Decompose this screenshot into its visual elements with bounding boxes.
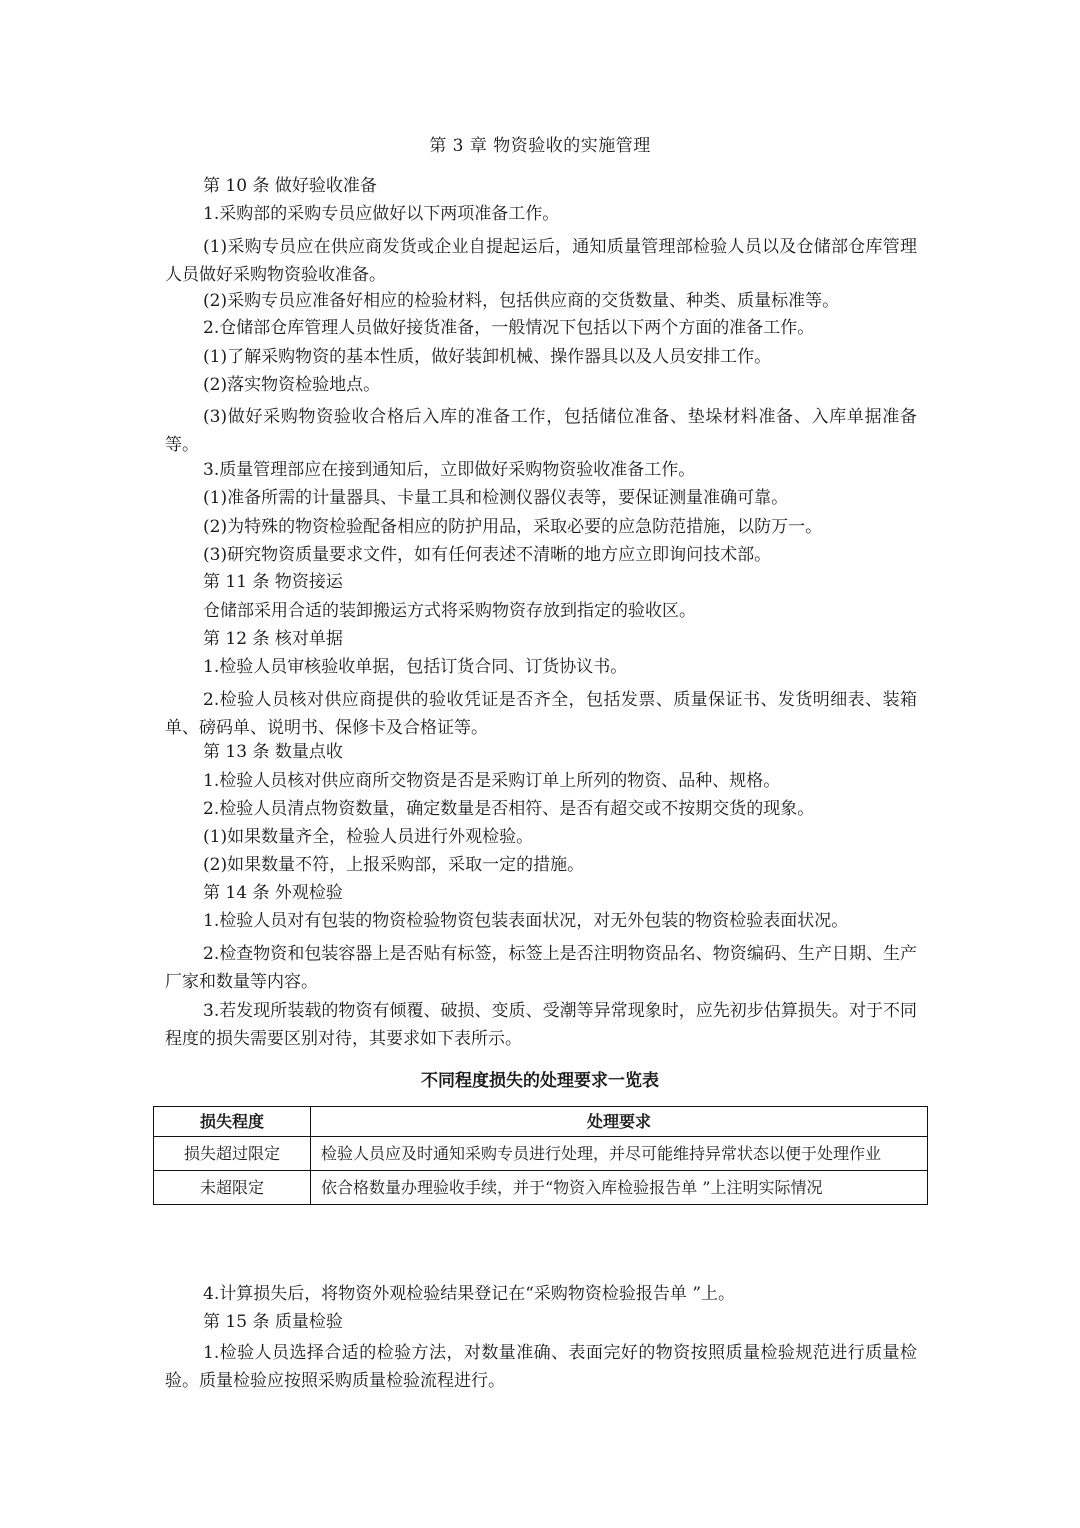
paragraph: (1)了解采购物资的基本性质，做好装卸机械、操作器具以及人员安排工作。 xyxy=(203,347,772,367)
chapter-title: 第 3 章 物资验收的实施管理 xyxy=(429,136,651,156)
paragraph: (1)准备所需的计量器具、卡量工具和检测仪器仪表等，要保证测量准确可靠。 xyxy=(203,488,789,508)
paragraph: (2)采购专员应准备好相应的检验材料，包括供应商的交货数量、种类、质量标准等。 xyxy=(203,291,840,311)
paragraph: 仓储部采用合适的装卸搬运方式将采购物资存放到指定的验收区。 xyxy=(203,601,696,621)
table-header-row xyxy=(154,1107,928,1137)
paragraph: 1.检验人员选择合适的检验方法，对数量准确、表面完好的物资按照质量检验规范进行质量检验。质量检验应按照采购质量检验流程进行。 xyxy=(165,1343,917,1391)
column-header: 损失程度 xyxy=(154,1107,311,1137)
paragraph: 3.若发现所装载的物资有倾覆、破损、变质、受潮等异常现象时，应先初步估算损失。对于不同程度的损失需要区别对待，其要求如下表所示。 xyxy=(165,1001,917,1049)
paragraph: 1.检验人员审核验收单据，包括订货合同、订货协议书。 xyxy=(203,657,628,677)
article-heading: 第 12 条 核对单据 xyxy=(203,629,343,649)
table-cell: 依合格数量办理验收手续，并于“物资入库检验报告单 ”上注明实际情况 xyxy=(311,1171,928,1205)
table-cell: 未超限定 xyxy=(154,1171,311,1205)
paragraph: 2.检查物资和包装容器上是否贴有标签，标签上是否注明物资品名、物资编码、生产日期、生产厂家和数量等内容。 xyxy=(165,944,917,992)
paragraph: 1.采购部的采购专员应做好以下两项准备工作。 xyxy=(203,204,560,224)
table-title: 不同程度损失的处理要求一览表 xyxy=(421,1071,659,1091)
loss-handling-table xyxy=(153,1106,928,1205)
table-row xyxy=(154,1137,928,1171)
paragraph: 1.检验人员核对供应商所交物资是否是采购订单上所列的物资、品种、规格。 xyxy=(203,771,781,791)
paragraph: (1)如果数量齐全，检验人员进行外观检验。 xyxy=(203,827,534,847)
table-cell: 损失超过限定 xyxy=(154,1137,311,1171)
article-heading: 第 13 条 数量点收 xyxy=(203,742,343,762)
paragraph: (2)如果数量不符，上报采购部，采取一定的措施。 xyxy=(203,855,585,875)
paragraph: (2)为特殊的物资检验配备相应的防护用品，采取必要的应急防范措施，以防万一。 xyxy=(203,517,823,537)
paragraph: 2.检验人员清点物资数量，确定数量是否相符、是否有超交或不按期交货的现象。 xyxy=(203,799,815,819)
paragraph: (2)落实物资检验地点。 xyxy=(203,375,381,395)
paragraph: 4.计算损失后，将物资外观检验结果登记在“采购物资检验报告单 ”上。 xyxy=(203,1284,736,1304)
paragraph: 1.检验人员对有包装的物资检验物资包装表面状况，对无外包装的物资检验表面状况。 xyxy=(203,911,849,931)
table-row xyxy=(154,1171,928,1205)
article-heading: 第 14 条 外观检验 xyxy=(203,883,343,903)
article-heading: 第 15 条 质量检验 xyxy=(203,1312,343,1332)
paragraph: (3)做好采购物资验收合格后入库的准备工作，包括储位准备、垫垛材料准备、入库单据准备等。 xyxy=(165,407,917,455)
paragraph: (1)采购专员应在供应商发货或企业自提起运后，通知质量管理部检验人员以及仓储部仓库管理人员做好采购物资验收准备。 xyxy=(165,237,917,285)
article-heading: 第 11 条 物资接运 xyxy=(203,572,343,592)
paragraph: (3)研究物资质量要求文件，如有任何表述不清晰的地方应立即询问技术部。 xyxy=(203,545,772,565)
paragraph: 2.检验人员核对供应商提供的验收凭证是否齐全，包括发票、质量保证书、发货明细表、装箱单、磅码单、说明书、保修卡及合格证等。 xyxy=(165,690,917,738)
article-heading: 第 10 条 做好验收准备 xyxy=(203,176,377,196)
column-header: 处理要求 xyxy=(311,1107,928,1137)
paragraph: 3.质量管理部应在接到通知后，立即做好采购物资验收准备工作。 xyxy=(203,460,696,480)
table-cell: 检验人员应及时通知采购专员进行处理，并尽可能维持异常状态以便于处理作业 xyxy=(311,1137,928,1171)
paragraph: 2.仓储部仓库管理人员做好接货准备，一般情况下包括以下两个方面的准备工作。 xyxy=(203,318,815,338)
